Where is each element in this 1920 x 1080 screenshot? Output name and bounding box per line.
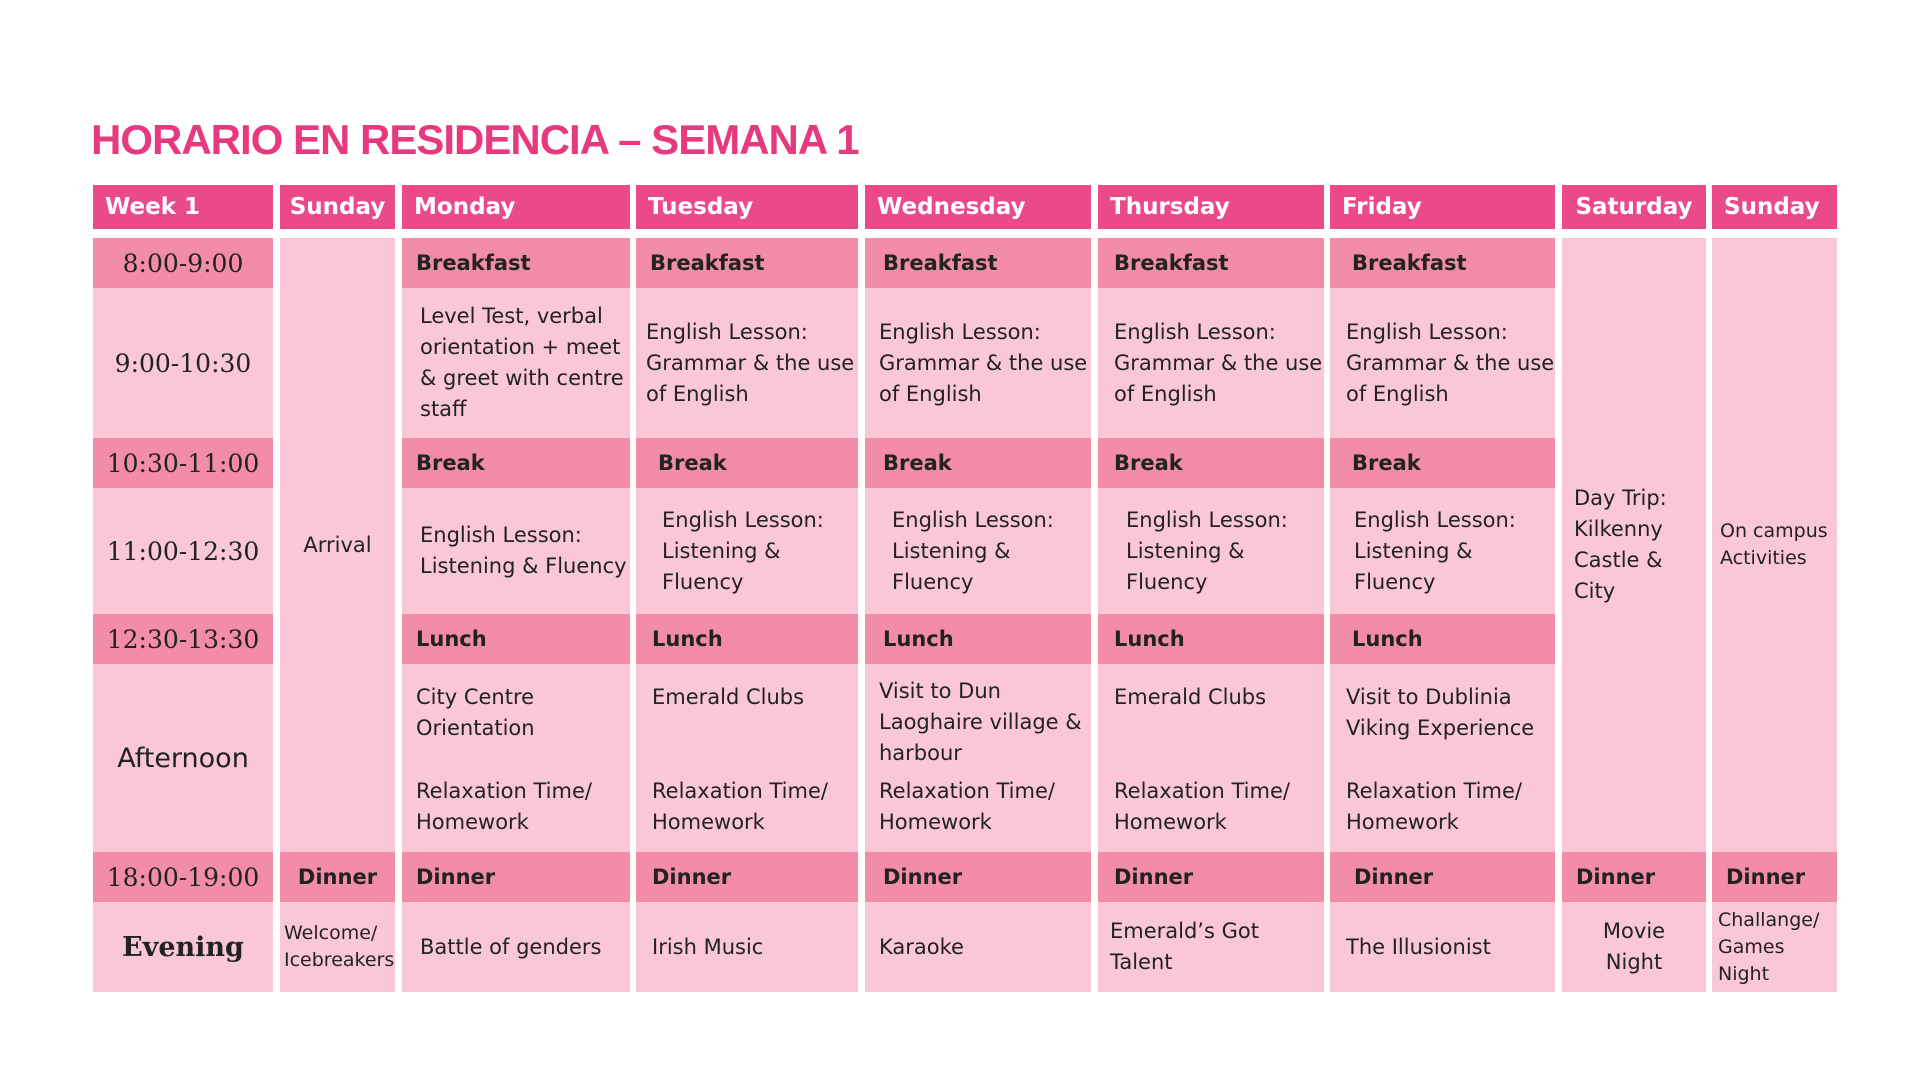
monday-break: Break [402, 438, 630, 488]
sunday-dinner: Dinner [280, 852, 395, 902]
wednesday-break: Break [865, 438, 1091, 488]
thursday-afternoon-activity: Emerald Clubs [1114, 685, 1267, 709]
monday-dinner: Dinner [402, 852, 630, 902]
friday-lesson-1: English Lesson: Grammar & the use of English [1330, 288, 1555, 438]
monday-lesson-2: English Lesson: Listening & Fluency [402, 488, 630, 614]
friday-lunch: Lunch [1330, 614, 1555, 664]
sunday-evening: Welcome/ Icebreakers [280, 902, 395, 992]
friday-evening: The Illusionist [1330, 902, 1555, 992]
tuesday-evening: Irish Music [636, 902, 858, 992]
tuesday-dinner: Dinner [636, 852, 858, 902]
thursday-lesson-1: English Lesson: Grammar & the use of English [1098, 288, 1324, 438]
thursday-break: Break [1098, 438, 1324, 488]
wednesday-dinner: Dinner [865, 852, 1091, 902]
tuesday-relaxation: Relaxation Time/ Homework [652, 779, 828, 834]
wednesday-lesson-1: English Lesson: Grammar & the use of English [865, 288, 1091, 438]
thursday-relaxation: Relaxation Time/ Homework [1114, 779, 1290, 834]
sunday-last-dinner: Dinner [1712, 852, 1837, 902]
monday-evening: Battle of genders [402, 902, 630, 992]
tuesday-lesson-1: English Lesson: Grammar & the use of English [636, 288, 858, 438]
thursday-breakfast: Breakfast [1098, 238, 1324, 288]
monday-afternoon [402, 664, 630, 852]
thursday-lunch: Lunch [1098, 614, 1324, 664]
friday-breakfast: Breakfast [1330, 238, 1555, 288]
header-tuesday: Tuesday [636, 185, 858, 229]
friday-afternoon [1330, 664, 1555, 852]
header-saturday: Saturday [1562, 185, 1706, 229]
monday-relaxation: Relaxation Time/ Homework [416, 779, 592, 834]
time-slot: 18:00-19:00 [93, 852, 273, 902]
time-slot: 8:00-9:00 [93, 238, 273, 288]
time-slot: Afternoon [93, 664, 273, 852]
tuesday-lesson-2: English Lesson: Listening & Fluency [636, 488, 858, 614]
thursday-afternoon [1098, 664, 1324, 852]
monday-breakfast: Breakfast [402, 238, 630, 288]
tuesday-break: Break [636, 438, 858, 488]
time-slot: 10:30-11:00 [93, 438, 273, 488]
tuesday-lunch: Lunch [636, 614, 858, 664]
monday-afternoon-activity: City Centre Orientation [416, 685, 535, 740]
time-slot: 11:00-12:30 [93, 488, 273, 614]
header-sunday: Sunday [280, 185, 395, 229]
friday-relaxation: Relaxation Time/ Homework [1346, 779, 1522, 834]
header-friday: Friday [1330, 185, 1555, 229]
page-title: HORARIO EN RESIDENCIA – SEMANA 1 [91, 116, 859, 163]
saturday-evening: Movie Night [1562, 902, 1706, 992]
sunday-activities: On campus Activities [1712, 238, 1837, 852]
wednesday-relaxation: Relaxation Time/ Homework [879, 779, 1055, 834]
friday-break: Break [1330, 438, 1555, 488]
saturday-day-trip: Day Trip: Kilkenny Castle & City [1562, 238, 1706, 852]
wednesday-evening: Karaoke [865, 902, 1091, 992]
wednesday-lesson-2: English Lesson: Listening & Fluency [865, 488, 1091, 614]
tuesday-breakfast: Breakfast [636, 238, 858, 288]
header-monday: Monday [402, 185, 630, 229]
wednesday-breakfast: Breakfast [865, 238, 1091, 288]
time-slot: 12:30-13:30 [93, 614, 273, 664]
header-week: Week 1 [93, 185, 273, 229]
thursday-evening: Emerald’s Got Talent [1098, 902, 1324, 992]
monday-lesson-1: Level Test, verbal orientation + meet & greet with centre staff [402, 288, 630, 438]
friday-afternoon-activity: Visit to Dublinia Viking Experience [1346, 685, 1535, 740]
wednesday-afternoon-activity: Visit to Dun Laoghaire village & harbour [879, 679, 1082, 765]
monday-lunch: Lunch [402, 614, 630, 664]
header-sunday-last: Sunday [1712, 185, 1837, 229]
friday-lesson-2: English Lesson: Listening & Fluency [1330, 488, 1555, 614]
saturday-dinner: Dinner [1562, 852, 1706, 902]
header-wednesday: Wednesday [865, 185, 1091, 229]
tuesday-afternoon [636, 664, 858, 852]
header-thursday: Thursday [1098, 185, 1324, 229]
thursday-dinner: Dinner [1098, 852, 1324, 902]
wednesday-afternoon [865, 664, 1091, 852]
sunday-arrival: Arrival [280, 238, 395, 852]
time-slot: Evening [93, 902, 273, 992]
time-slot: 9:00-10:30 [93, 288, 273, 438]
tuesday-afternoon-activity: Emerald Clubs [652, 685, 805, 709]
friday-dinner: Dinner [1330, 852, 1555, 902]
thursday-lesson-2: English Lesson: Listening & Fluency [1098, 488, 1324, 614]
wednesday-lunch: Lunch [865, 614, 1091, 664]
sunday-last-evening: Challange/ Games Night [1712, 902, 1837, 992]
